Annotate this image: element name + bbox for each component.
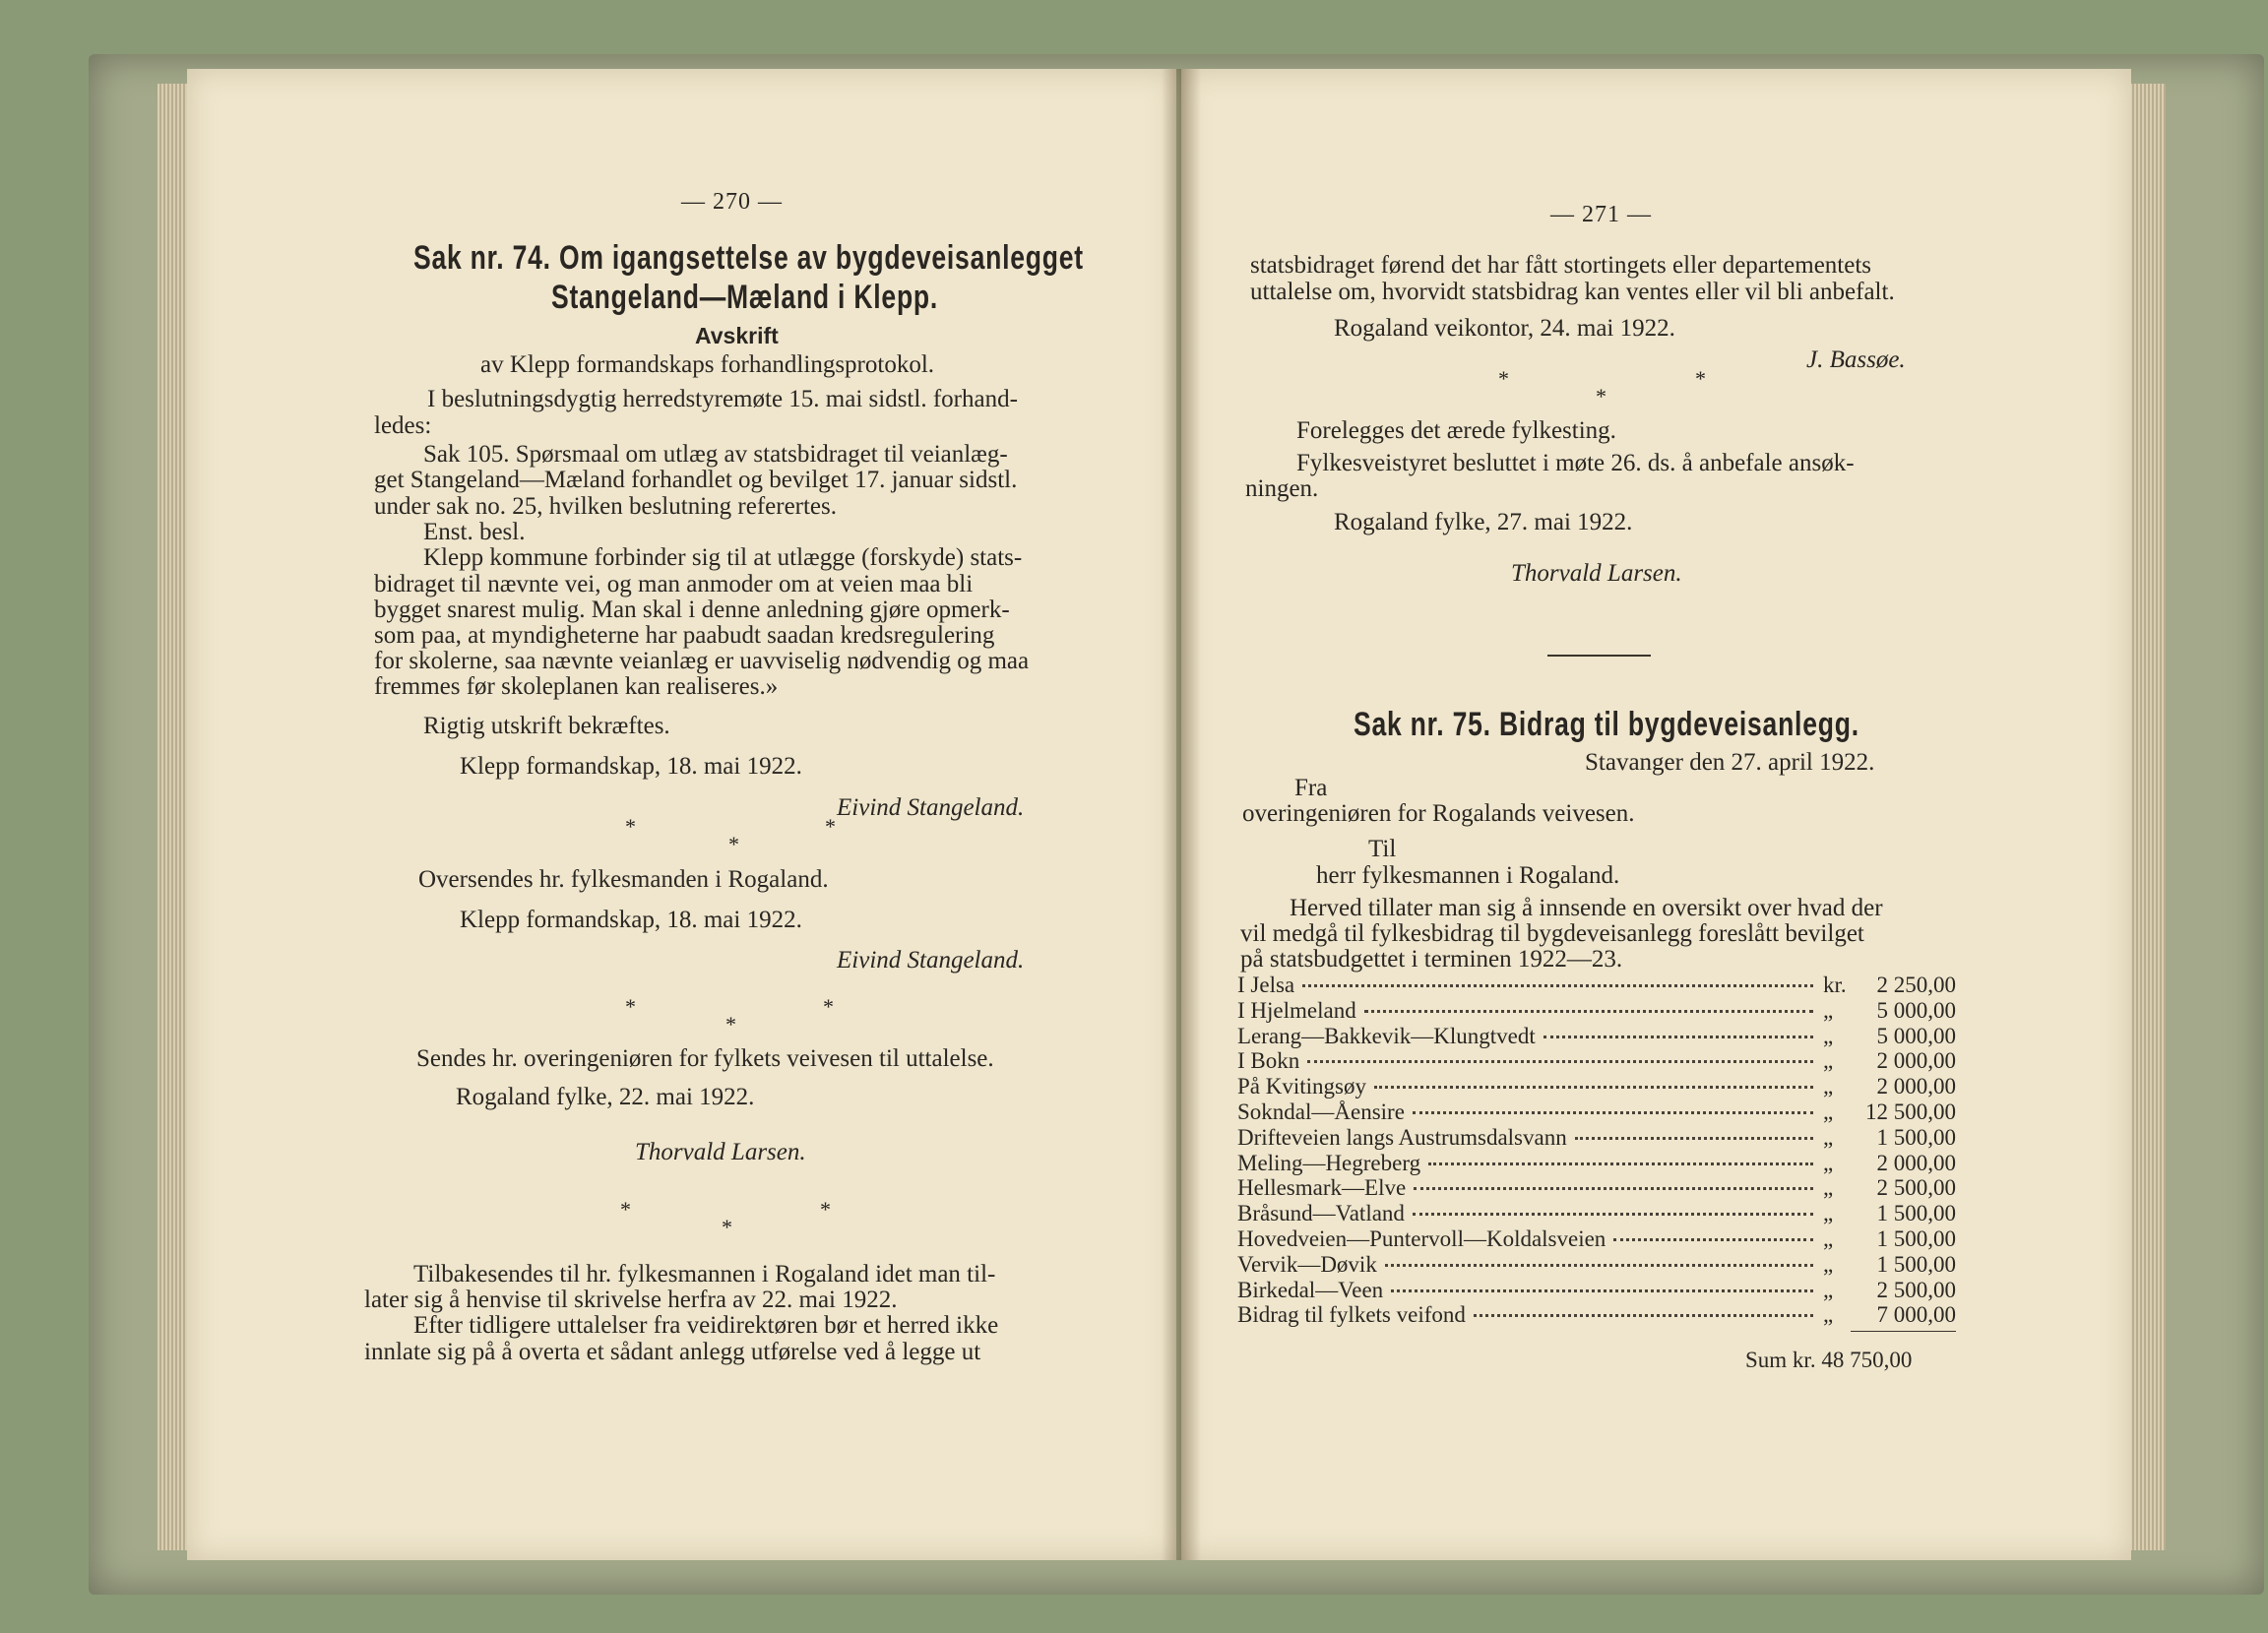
table-row: [1237, 1201, 1956, 1226]
row-label: Drifteveien langs Austrumsdalsvann: [1237, 1124, 1567, 1150]
signature: Thorvald Larsen.: [1511, 560, 1682, 587]
asterisk: *: [620, 1197, 631, 1222]
table-row: [1237, 1125, 1956, 1151]
text-line: av Klepp formandskaps forhandlingsprotokol.: [480, 351, 935, 378]
text-line: Til: [1368, 836, 1397, 862]
text-line: Rogaland veikontor, 24. mai 1922.: [1334, 315, 1675, 342]
table-row: [1237, 1252, 1956, 1278]
text-line: som paa, at myndigheterne har paabudt saadan kredsregulering: [374, 622, 995, 649]
signature: J. Bassøe.: [1806, 346, 1906, 373]
table-row: [1237, 1175, 1956, 1201]
row-currency: „: [1823, 1099, 1834, 1124]
table-row: [1237, 1048, 1956, 1074]
text-line: på statsbudgettet i terminen 1922—23.: [1240, 946, 1623, 973]
text-line: Stavanger den 27. april 1922.: [1585, 749, 1875, 776]
text-line: bygget snarest mulig. Man skal i denne anledning gjøre opmerk-: [374, 597, 1010, 623]
text-line: later sig å henvise til skrivelse herfra av 22. mai 1922.: [364, 1287, 898, 1313]
table-row: [1237, 1024, 1956, 1049]
asterisk: *: [1596, 384, 1606, 408]
text-line: under sak no. 25, hvilken beslutning referertes.: [374, 493, 838, 520]
text-line: bidraget til nævnte vei, og man anmoder om at veien maa bli: [374, 571, 974, 597]
row-amount: 5 000,00: [1876, 997, 1956, 1023]
signature: Eivind Stangeland.: [837, 794, 1025, 821]
signature: Eivind Stangeland.: [837, 947, 1025, 974]
row-leader-dots: [1428, 1162, 1813, 1165]
page-edges-right: [2126, 84, 2166, 1550]
row-label: Sokndal—Åensire: [1237, 1099, 1405, 1124]
row-label: I Hjelmeland: [1237, 997, 1356, 1023]
table-row: [1237, 998, 1956, 1024]
text-line: innlate sig på å overta et sådant anlegg utførelse ved å legge ut: [364, 1339, 981, 1365]
row-leader-dots: [1391, 1289, 1813, 1292]
text-line: Sendes hr. overingeniøren for fylkets veivesen til uttalelse.: [416, 1045, 994, 1072]
row-leader-dots: [1575, 1137, 1813, 1140]
row-amount: 1 500,00: [1876, 1124, 1956, 1150]
row-label: Hovedveien—Puntervoll—Koldalsveien: [1237, 1226, 1606, 1251]
row-label: Meling—Hegreberg: [1237, 1150, 1421, 1175]
heading-sak-75: Sak nr. 75. Bidrag til bygdeveisanlegg.: [1354, 706, 1859, 743]
text-line: statsbidraget førend det har fått stortingets eller departementets: [1250, 252, 1872, 279]
text-line: Fra: [1294, 775, 1328, 801]
text-line: uttalelse om, hvorvidt statsbidrag kan ventes eller vil bli anbefalt.: [1250, 279, 1895, 305]
heading-sak-74-line2: Stangeland—Mæland i Klepp.: [551, 279, 939, 316]
row-currency: „: [1823, 1048, 1834, 1074]
text-line: Fylkesveistyret besluttet i møte 26. ds. å anbefale ansøk-: [1296, 450, 1855, 476]
text-line: vil medgå til fylkesbidrag til bygdeveisanlegg foreslått bevilget: [1240, 920, 1864, 947]
text-line: Rogaland fylke, 27. mai 1922.: [1334, 509, 1633, 535]
table-row: [1237, 1099, 1956, 1125]
text-line: Klepp formandskap, 18. mai 1922.: [460, 907, 802, 933]
row-amount: 5 000,00: [1876, 1023, 1956, 1048]
row-leader-dots: [1413, 1213, 1813, 1216]
row-amount: 1 500,00: [1876, 1226, 1956, 1251]
text-line: Rogaland fylke, 22. mai 1922.: [456, 1084, 755, 1110]
row-amount: 7 000,00: [1876, 1302, 1956, 1328]
text-line: Klepp kommune forbinder sig til at utlægge (forskyde) stats-: [423, 544, 1023, 571]
asterisk: *: [820, 1197, 831, 1222]
table-row: [1237, 1151, 1956, 1176]
text-line: Efter tidligere uttalelser fra veidirektøren bør et herred ikke: [413, 1312, 999, 1339]
asterisk: *: [625, 994, 636, 1019]
row-leader-dots: [1544, 1036, 1813, 1038]
row-currency: „: [1823, 1074, 1834, 1099]
row-amount: 2 000,00: [1876, 1150, 1956, 1175]
row-amount: 1 500,00: [1876, 1201, 1956, 1226]
row-label: I Bokn: [1237, 1048, 1300, 1074]
text-line: overingeniøren for Rogalands veivesen.: [1242, 800, 1635, 827]
row-label: I Jelsa: [1237, 973, 1295, 997]
page-number-right: — 271 —: [1550, 202, 1652, 227]
text-line: ledes:: [374, 412, 432, 439]
row-currency: „: [1823, 1226, 1834, 1251]
text-line: Enst. besl.: [423, 519, 526, 545]
asterisk: *: [725, 1012, 736, 1036]
row-amount: 2 250,00: [1876, 973, 1956, 997]
row-label: Bidrag til fylkets veifond: [1237, 1302, 1466, 1328]
row-currency: „: [1823, 1150, 1834, 1175]
asterisk: *: [722, 1215, 732, 1239]
table-row: [1237, 973, 1956, 998]
asterisk: *: [1498, 366, 1509, 391]
table-row: [1237, 1302, 1956, 1328]
row-currency: „: [1823, 1251, 1834, 1277]
row-label: Bråsund—Vatland: [1237, 1201, 1405, 1226]
row-amount: 2 500,00: [1876, 1175, 1956, 1201]
row-leader-dots: [1374, 1086, 1813, 1089]
row-leader-dots: [1474, 1314, 1813, 1317]
page-number-left: — 270 —: [681, 189, 783, 215]
asterisk: *: [728, 832, 739, 856]
section-divider: [1547, 655, 1651, 657]
row-leader-dots: [1413, 1111, 1813, 1114]
table-row: [1237, 1226, 1956, 1252]
table-row: [1237, 1278, 1956, 1303]
asterisk: *: [625, 814, 636, 839]
signature: Thorvald Larsen.: [635, 1139, 806, 1165]
asterisk: *: [1695, 366, 1706, 391]
text-line: ningen.: [1245, 475, 1319, 502]
row-currency: „: [1823, 1302, 1834, 1328]
row-currency: „: [1823, 1124, 1834, 1150]
row-label: Vervik—Døvik: [1237, 1251, 1377, 1277]
text-line: for skolerne, saa nævnte veianlæg er uavviselig nødvendig og maa: [374, 648, 1030, 674]
text-line: Klepp formandskap, 18. mai 1922.: [460, 753, 802, 780]
row-currency: „: [1823, 1277, 1834, 1302]
row-currency: kr.: [1823, 973, 1847, 997]
text-line: fremmes før skoleplanen kan realiseres.»: [374, 673, 779, 700]
row-currency: „: [1823, 997, 1834, 1023]
asterisk: *: [823, 994, 834, 1019]
row-leader-dots: [1414, 1187, 1813, 1190]
sum-total: Sum kr. 48 750,00: [1745, 1348, 1913, 1372]
heading-sak-74-line1: Sak nr. 74. Om igangsettelse av bygdeveisanlegget: [413, 239, 1084, 277]
row-label: På Kvitingsøy: [1237, 1074, 1366, 1099]
text-line: Herved tillater man sig å innsende en oversikt over hvad der: [1290, 895, 1883, 921]
sum-rule: [1851, 1331, 1956, 1332]
table-row: [1237, 1074, 1956, 1099]
row-amount: 12 500,00: [1865, 1099, 1956, 1124]
row-amount: 2 500,00: [1876, 1277, 1956, 1302]
asterisk: *: [825, 814, 836, 839]
row-amount: 2 000,00: [1876, 1048, 1956, 1074]
row-leader-dots: [1307, 1060, 1813, 1063]
text-line: Tilbakesendes til hr. fylkesmannen i Rogaland idet man til-: [413, 1261, 996, 1288]
book-gutter: [1162, 69, 1201, 1560]
text-line: Forelegges det ærede fylkesting.: [1296, 417, 1616, 444]
row-currency: „: [1823, 1201, 1834, 1226]
row-label: Lerang—Bakkevik—Klungtvedt: [1237, 1023, 1536, 1048]
row-label: Hellesmark—Elve: [1237, 1175, 1407, 1201]
text-line: get Stangeland—Mæland forhandlet og bevilget 17. januar sidstl.: [374, 467, 1018, 493]
text-line: herr fylkesmannen i Rogaland.: [1316, 862, 1620, 889]
row-amount: 1 500,00: [1876, 1251, 1956, 1277]
text-line: Oversendes hr. fylkesmanden i Rogaland.: [418, 866, 829, 893]
row-leader-dots: [1364, 1010, 1813, 1013]
text-line: Sak 105. Spørsmaal om utlæg av statsbidraget til veianlæg-: [423, 441, 1008, 468]
row-label: Birkedal—Veen: [1237, 1277, 1384, 1302]
row-currency: „: [1823, 1175, 1834, 1201]
text-line: I beslutningsdygtig herredstyremøte 15. mai sidstl. forhand-: [427, 386, 1018, 412]
row-amount: 2 000,00: [1876, 1074, 1956, 1099]
row-leader-dots: [1302, 984, 1813, 987]
row-leader-dots: [1613, 1238, 1813, 1241]
row-currency: „: [1823, 1023, 1834, 1048]
text-line: Rigtig utskrift bekræftes.: [423, 713, 670, 739]
row-leader-dots: [1385, 1264, 1813, 1267]
subheading-avskrift: Avskrift: [695, 323, 779, 348]
